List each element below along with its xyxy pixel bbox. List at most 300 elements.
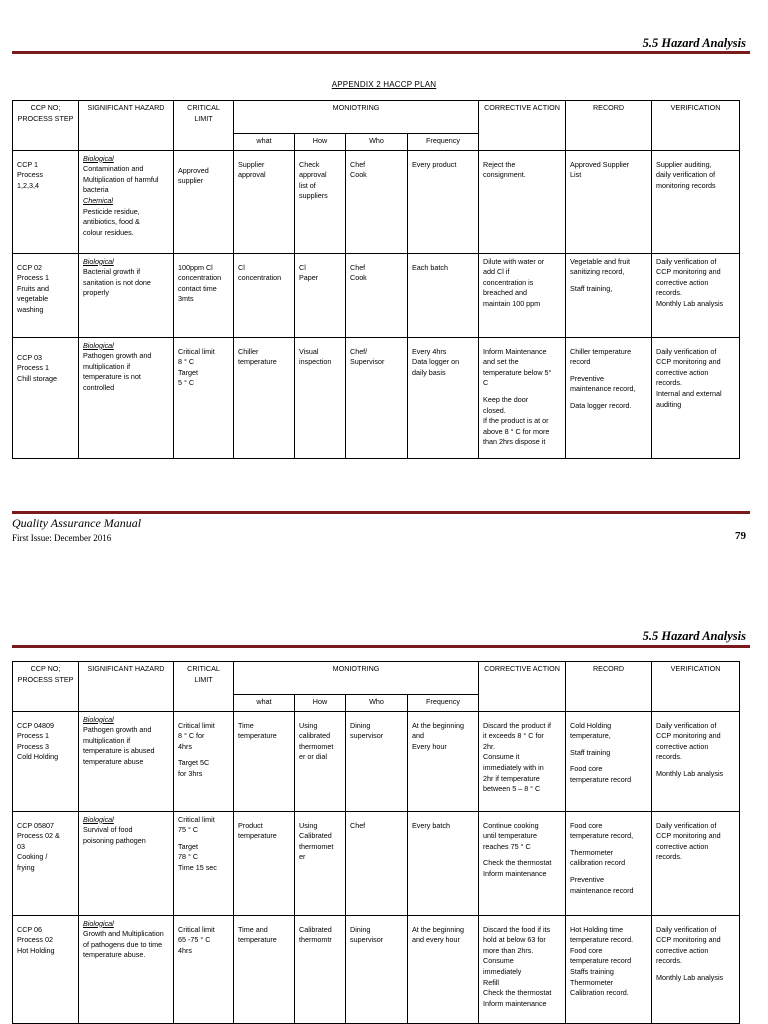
cell-line: consignment. [483, 170, 526, 180]
cell-line: corrective action [656, 277, 709, 287]
cell-line: concentration is [483, 277, 534, 287]
cell-what [234, 711, 295, 811]
cell-line: CCP 05807 [17, 820, 55, 830]
cell-how [295, 811, 346, 915]
cell-line: calibration record [570, 858, 626, 868]
cell-line: 1,2,3,4 [17, 180, 39, 190]
cell-line: If the product is at or [483, 416, 549, 426]
table-row [13, 915, 740, 1023]
cell-line: temperature record [570, 774, 632, 784]
cell-line: Cooking / [17, 852, 48, 862]
cell-line: records. [656, 956, 682, 966]
appendix-title: APPENDIX 2 HACCP PLAN [331, 80, 437, 89]
cell-line: above 8 ° C for more [483, 426, 550, 436]
cell-line: Daily verification of [656, 924, 717, 934]
cell-line: Daily verification of [656, 256, 717, 266]
cell-line: Supplier auditing, [656, 159, 712, 169]
cell-line: Continue cooking [483, 820, 539, 830]
cell-limit [174, 150, 234, 253]
cell-line: CCP 06 [17, 924, 43, 934]
cell-line: 2hr if temperature [483, 773, 540, 783]
cell-line: CCP 03 [17, 352, 43, 362]
cell-line: Cold Holding [570, 720, 612, 730]
cell-line: Cl [299, 262, 306, 272]
cell-line: Internal and external [656, 388, 722, 398]
cell-line: maintenance record, [570, 384, 636, 394]
col-header-what: what [234, 695, 295, 712]
cell-line: 03 [17, 841, 25, 851]
cell-ccp [13, 253, 79, 337]
cell-line: Daily verification of [656, 346, 717, 356]
cell-line: Product [238, 820, 263, 830]
col-header-limit: CRITICAL LIMIT [174, 101, 234, 151]
cell-line: washing [17, 304, 44, 314]
cell-line: Check the thermostat [483, 988, 552, 998]
footer-rule [12, 511, 750, 514]
cell-who [346, 150, 408, 253]
cell-who [346, 253, 408, 337]
cell-hazard [79, 711, 174, 811]
cell-corrective [479, 253, 566, 337]
cell-line: Dilute with water or [483, 256, 545, 266]
cell-line: corrective action [656, 841, 709, 851]
cell-corrective [479, 811, 566, 915]
cell-what [234, 150, 295, 253]
cell-line: Inform maintenance [483, 998, 547, 1008]
cell-line: temperature, [570, 731, 611, 741]
cell-line: temperature abuse [83, 756, 144, 766]
table-row [13, 253, 740, 337]
cell-line: of pathogens due to time [83, 939, 163, 949]
cell-limit [174, 811, 234, 915]
cell-line: Discard the food if its [483, 924, 551, 934]
cell-line: Time 15 sec [178, 862, 217, 872]
cell-line: 75 ° C [178, 825, 199, 835]
cell-line: Staff training [570, 747, 611, 757]
cell-line: thermomtr [299, 935, 332, 945]
cell-line: Cl [238, 262, 245, 272]
cell-line: CCP monitoring and [656, 935, 721, 945]
cell-line: and set the [483, 357, 519, 367]
cell-verification [652, 711, 740, 811]
footer-manual-title: Quality Assurance Manual [12, 516, 142, 530]
col-header-record: RECORD [566, 662, 652, 712]
cell-line: Process [17, 170, 43, 180]
cell-hazard [79, 915, 174, 1023]
cell-record [566, 337, 652, 458]
cell-line: Every 4hrs [412, 346, 447, 356]
cell-line: multiplication if [83, 361, 131, 371]
cell-line: sanitation is not done [83, 277, 151, 287]
cell-record [566, 915, 652, 1023]
cell-corrective [479, 711, 566, 811]
cell-line: suppliers [299, 191, 328, 201]
cell-line: controlled [83, 382, 115, 392]
cell-hazard [79, 150, 174, 253]
cell-what [234, 337, 295, 458]
cell-line: sanitizing record, [570, 267, 625, 277]
col-header-record: RECORD [566, 101, 652, 151]
cell-line: Critical limit [178, 346, 215, 356]
cell-line: Thermometer [570, 847, 614, 857]
cell-line: Cook [350, 273, 367, 283]
cell-line: Survival of food [83, 825, 133, 835]
cell-how [295, 915, 346, 1023]
cell-line: Target 5C [178, 758, 210, 768]
cell-line: records. [656, 752, 682, 762]
cell-line: Check [299, 159, 320, 169]
cell-record [566, 711, 652, 811]
cell-line: contact time [178, 283, 217, 293]
cell-record [566, 150, 652, 253]
col-header-verification: VERIFICATION [652, 662, 740, 712]
cell-line: Critical limit [178, 924, 215, 934]
cell-line: Food core [570, 945, 603, 955]
cell-frequency [408, 337, 479, 458]
cell-who [346, 811, 408, 915]
cell-line: CCP monitoring and [656, 731, 721, 741]
cell-line: 4hrs [178, 945, 192, 955]
cell-line: Supplier [238, 159, 265, 169]
cell-line: approval [238, 170, 266, 180]
cell-line: Data logger on [412, 357, 460, 367]
header-rule [12, 51, 750, 54]
cell-line: Supervisor [350, 357, 385, 367]
cell-line: until temperature [483, 831, 537, 841]
cell-line: Target [178, 841, 198, 851]
table-row [13, 711, 740, 811]
cell-verification [652, 150, 740, 253]
cell-line: Chef [350, 820, 366, 830]
cell-line: temperature is abused [83, 746, 155, 756]
cell-line: Biological [83, 256, 114, 266]
cell-line: List [570, 170, 582, 180]
cell-line: temperature below 5° [483, 367, 552, 377]
cell-line: supervisor [350, 935, 384, 945]
cell-limit [174, 915, 234, 1023]
page-header-title: 5.5 Hazard Analysis [642, 629, 746, 643]
cell-line: Chiller [238, 346, 259, 356]
cell-line: temperature [238, 357, 277, 367]
cell-line: auditing [656, 399, 682, 409]
cell-line: Process 1 [17, 731, 49, 741]
cell-line: record [570, 357, 591, 367]
cell-line: Cook [350, 170, 367, 180]
header-rule [12, 645, 750, 648]
cell-line: CCP monitoring and [656, 267, 721, 277]
col-header-limit: CRITICAL LIMIT [174, 662, 234, 712]
cell-line: frying [17, 862, 35, 872]
cell-line: than 2hrs dispose it [483, 437, 546, 447]
cell-line: Pathogen growth and [83, 351, 152, 361]
col-header-ccp: CCP NO; PROCESS STEP [13, 101, 79, 151]
cell-line: CCP monitoring and [656, 831, 721, 841]
cell-corrective [479, 337, 566, 458]
cell-line: for 3hrs [178, 768, 203, 778]
cell-line: Chef/ [350, 346, 368, 356]
cell-line: bacteria [83, 185, 109, 195]
footer-issue-date: First Issue: December 2016 [12, 533, 112, 543]
cell-line: Keep the door [483, 394, 529, 404]
cell-hazard [79, 811, 174, 915]
cell-line: temperature [238, 731, 277, 741]
cell-line: Calibrated [299, 924, 332, 934]
cell-line: add Cl if [483, 267, 510, 277]
cell-line: Multiplication of harmful [83, 174, 159, 184]
cell-line: Monthly Lab analysis [656, 298, 724, 308]
cell-line: 5 ° C [178, 378, 195, 388]
cell-line: 78 ° C [178, 852, 199, 862]
col-header-monitoring: MONIOTRING [234, 101, 479, 134]
cell-line: Each batch [412, 262, 448, 272]
table-row [13, 150, 740, 253]
cell-line: Process 1 [17, 363, 49, 373]
cell-line: antibiotics, food & [83, 217, 140, 227]
cell-line: temperature is not [83, 372, 141, 382]
table-row [13, 811, 740, 915]
cell-line: Cold Holding [17, 752, 59, 762]
cell-line: Using [299, 720, 318, 730]
cell-line: temperature record, [570, 831, 634, 841]
cell-line: reaches 75 ° C [483, 841, 531, 851]
cell-line: 65 -75 ° C [178, 935, 211, 945]
cell-line: 8 ° C [178, 357, 195, 367]
cell-hazard [79, 253, 174, 337]
cell-line: multiplication if [83, 735, 131, 745]
cell-line: Contamination and [83, 164, 144, 174]
cell-line: 8 ° C for [178, 731, 205, 741]
cell-line: CCP 1 [17, 159, 39, 169]
haccp-table [12, 661, 740, 1024]
cell-line: concentration [178, 273, 222, 283]
cell-line: Discard the product if [483, 720, 551, 730]
cell-limit [174, 711, 234, 811]
cell-line: CCP monitoring and [656, 357, 721, 367]
col-header-hazard: SIGNIFICANT HAZARD [79, 662, 174, 712]
cell-line: Process 02 [17, 935, 53, 945]
cell-line: records. [656, 852, 682, 862]
cell-line: temperature abuse. [83, 950, 146, 960]
cell-line: 100ppm Cl [178, 262, 213, 272]
col-header-how: How [295, 695, 346, 712]
cell-line: approval [299, 170, 327, 180]
cell-line: C [483, 378, 489, 388]
cell-line: Biological [83, 340, 114, 350]
col-header-monitoring: MONIOTRING [234, 662, 479, 695]
cell-verification [652, 915, 740, 1023]
col-header-verification: VERIFICATION [652, 101, 740, 151]
col-header-who: Who [346, 134, 408, 151]
cell-line: Chef [350, 159, 366, 169]
cell-line: Using [299, 820, 318, 830]
cell-line: At the beginning [412, 720, 464, 730]
cell-line: inspection [299, 357, 332, 367]
col-header-frequency: Frequency [408, 134, 479, 151]
cell-line: Every batch [412, 820, 450, 830]
cell-line: Growth and Multiplication [83, 929, 164, 939]
cell-frequency [408, 915, 479, 1023]
col-header-how: How [295, 134, 346, 151]
cell-line: Biological [83, 918, 114, 928]
cell-how [295, 150, 346, 253]
cell-corrective [479, 915, 566, 1023]
cell-line: immediately with in [483, 762, 544, 772]
cell-line: Chiller temperature [570, 346, 632, 356]
cell-line: Monthly Lab analysis [656, 972, 724, 982]
cell-line: 2hr. [483, 741, 496, 751]
cell-line: Bacterial growth if [83, 267, 141, 277]
cell-line: Approved [178, 165, 209, 175]
cell-line: Hot Holding time [570, 924, 624, 934]
cell-line: and every hour [412, 935, 460, 945]
cell-line: Staff training, [570, 283, 613, 293]
cell-line: poisoning pathogen [83, 835, 146, 845]
cell-line: corrective action [656, 741, 709, 751]
cell-ccp [13, 711, 79, 811]
cell-how [295, 253, 346, 337]
cell-line: Target [178, 367, 198, 377]
cell-line: hold at below 63 for [483, 935, 546, 945]
cell-line: immediately [483, 966, 522, 976]
cell-line: Monthly Lab analysis [656, 768, 724, 778]
cell-line: Process 3 [17, 741, 49, 751]
cell-line: Staffs training [570, 966, 614, 976]
cell-who [346, 915, 408, 1023]
cell-line: Daily verification of [656, 720, 717, 730]
cell-line: Food core [570, 764, 603, 774]
cell-line: calibrated [299, 731, 331, 741]
cell-line: Process 1 [17, 273, 49, 283]
cell-line: Preventive [570, 874, 604, 884]
cell-line: thermomet [299, 741, 334, 751]
cell-line: Fruits and [17, 283, 49, 293]
cell-line: Dining [350, 924, 371, 934]
cell-line: Chemical [83, 195, 113, 205]
cell-line: breached and [483, 288, 527, 298]
cell-what [234, 811, 295, 915]
cell-frequency [408, 811, 479, 915]
cell-ccp [13, 337, 79, 458]
cell-line: Daily verification of [656, 820, 717, 830]
col-header-hazard: SIGNIFICANT HAZARD [79, 101, 174, 151]
cell-frequency [408, 253, 479, 337]
cell-line: temperature record. [570, 935, 634, 945]
cell-line: Critical limit [178, 814, 215, 824]
cell-line: daily verification of [656, 170, 716, 180]
cell-line: Biological [83, 814, 114, 824]
cell-line: At the beginning [412, 924, 464, 934]
cell-frequency [408, 150, 479, 253]
cell-ccp [13, 811, 79, 915]
cell-line: Chill storage [17, 373, 57, 383]
table-row [13, 337, 740, 458]
cell-verification [652, 253, 740, 337]
cell-line: temperature [238, 935, 277, 945]
cell-line: Time [238, 720, 254, 730]
cell-line: Pathogen growth and [83, 725, 152, 735]
col-header-what: what [234, 134, 295, 151]
cell-line: Reject the [483, 159, 516, 169]
col-header-ccp: CCP NO; PROCESS STEP [13, 662, 79, 712]
cell-line: 4hrs [178, 741, 192, 751]
cell-line: Check the thermostat [483, 858, 552, 868]
cell-what [234, 915, 295, 1023]
cell-line: monitoring records [656, 180, 716, 190]
cell-who [346, 337, 408, 458]
cell-line: CCP 02 [17, 262, 43, 272]
cell-how [295, 337, 346, 458]
cell-line: Inform Maintenance [483, 346, 547, 356]
cell-line: it exceeds 8 ° C for [483, 731, 544, 741]
page-number: 79 [735, 530, 746, 542]
cell-verification [652, 337, 740, 458]
cell-line: properly [83, 288, 109, 298]
cell-line: Consume [483, 956, 514, 966]
cell-line: Inform maintenance [483, 868, 547, 878]
cell-what [234, 253, 295, 337]
cell-line: records. [656, 378, 682, 388]
cell-line: Data logger record. [570, 400, 632, 410]
cell-line: er or dial [299, 752, 327, 762]
cell-line: temperature record [570, 956, 632, 966]
cell-line: daily basis [412, 367, 446, 377]
cell-line: Refill [483, 977, 500, 987]
cell-limit [174, 337, 234, 458]
cell-line: Preventive [570, 373, 604, 383]
col-header-who: Who [346, 695, 408, 712]
cell-line: Biological [83, 714, 114, 724]
cell-ccp [13, 150, 79, 253]
col-header-corrective: CORRECTIVE ACTION [479, 101, 566, 151]
cell-line: list of [299, 180, 316, 190]
cell-record [566, 253, 652, 337]
cell-line: temperature [238, 831, 277, 841]
cell-line: more than 2hrs. [483, 945, 534, 955]
cell-line: 3mts [178, 294, 194, 304]
cell-line: Pesticide residue, [83, 206, 140, 216]
cell-limit [174, 253, 234, 337]
cell-line: Paper [299, 273, 319, 283]
cell-line: corrective action [656, 367, 709, 377]
cell-line: Thermometer [570, 977, 614, 987]
cell-line: Food core [570, 820, 603, 830]
cell-line: Every hour [412, 741, 447, 751]
cell-line: corrective action [656, 945, 709, 955]
col-header-frequency: Frequency [408, 695, 479, 712]
cell-line: CCP 04809 [17, 720, 55, 730]
cell-line: supervisor [350, 731, 384, 741]
cell-line: and [412, 731, 424, 741]
cell-line: Dining [350, 720, 371, 730]
cell-line: vegetable [17, 294, 49, 304]
cell-verification [652, 811, 740, 915]
haccp-table [12, 100, 740, 459]
cell-line: between 5 – 8 ° C [483, 784, 541, 794]
cell-line: Calibration record. [570, 988, 629, 998]
cell-line: maintenance record [570, 885, 634, 895]
cell-line: Hot Holding [17, 945, 55, 955]
cell-line: Chef [350, 262, 366, 272]
cell-who [346, 711, 408, 811]
cell-line: colour residues. [83, 227, 134, 237]
cell-line: Biological [83, 153, 114, 163]
cell-line: supplier [178, 176, 204, 186]
cell-how [295, 711, 346, 811]
cell-hazard [79, 337, 174, 458]
cell-line: records. [656, 288, 682, 298]
cell-line: Every product [412, 159, 457, 169]
cell-record [566, 811, 652, 915]
